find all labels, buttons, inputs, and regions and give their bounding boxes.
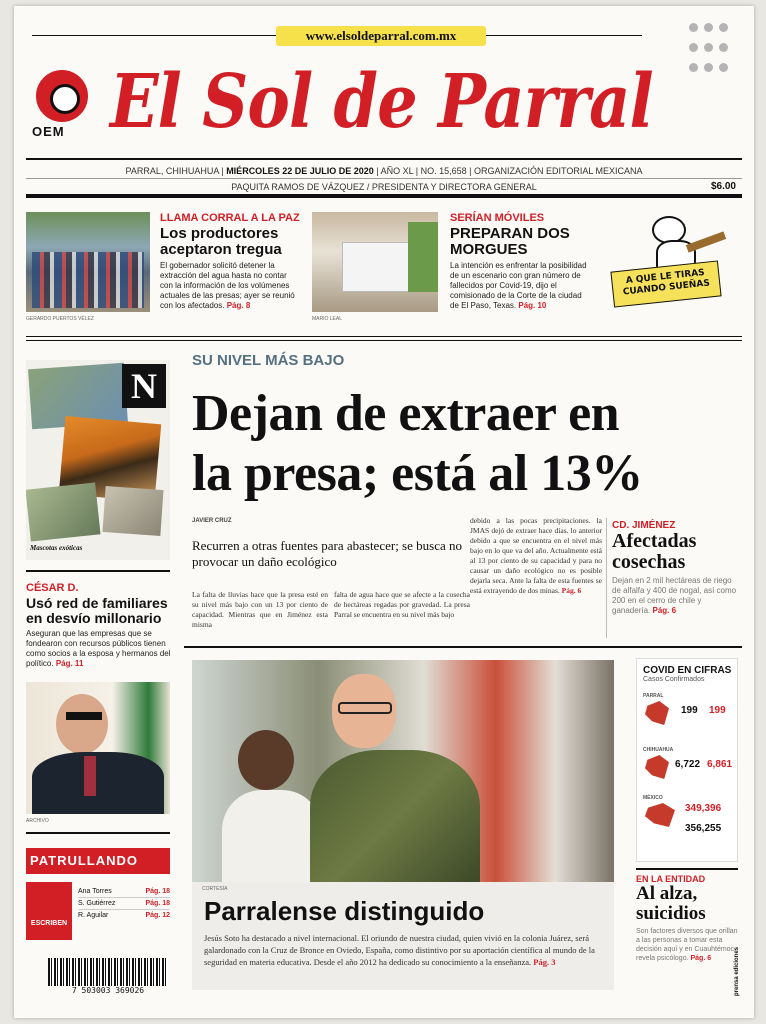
dateline-rule [26,178,742,179]
photo-credit-cesar: ARCHIVO [26,818,49,824]
entidad-kicker: EN LA ENTIDAD [636,874,706,884]
photo-story-caption-box[interactable] [192,882,614,990]
writer-row[interactable]: S. Gutiérrez Pág. 18 [78,898,170,910]
dateline-number: NO. 15,658 [420,166,467,176]
oem-logo-text: OEM [32,124,65,139]
barcode-number: 7 503003 369026 [71,986,145,995]
newspaper-page [14,6,754,1018]
jimenez-body: Dejan en 2 mil hectáreas de riego de alfalfa y 400 de nogal, así como 200 en el cerro de chile y ganadería. Pág. 6 [612,576,737,615]
jimenez-headline: Afectadas cosechas [612,530,697,573]
director-line: PAQUITA RAMOS DE VÁZQUEZ / PRESIDENTA Y DIRECTORA GENERAL [231,182,537,192]
morgue-truck-photo [312,212,438,312]
main-col-3-page: Pág. 6 [561,586,582,595]
top-story-2-headline: PREPARAN DOS MORGUES [450,225,570,258]
protest-photo [26,212,150,312]
masthead-title: El Sol de Parral [110,59,653,145]
entidad-rule [636,868,738,870]
cesar-page: Pág. 11 [55,659,84,668]
dateline: PARRAL, CHIHUAHUA | MIÉRCOLES 22 DE JULIO DE 2020 | AÑO XL | NO. 15,658 | ORGANIZACIÓN EDITORIAL MEXICANA [125,166,643,176]
covid-parral-a: 199 [681,705,698,716]
writer-row[interactable]: Ana Torres Pág. 18 [78,886,170,898]
covid-region-chihuahua: CHIHUAHUA [643,747,674,753]
covid-mexico-b: 356,255 [685,823,722,834]
main-headline-line-1: Dejan de extraer en [192,385,620,442]
entidad-headline: Al alza, suicidios [636,883,706,924]
politician-photo [26,682,170,814]
exotic-pets-collage[interactable] [26,360,170,560]
cesar-body: Aseguran que las empresas que se fondearon con recursos públicos tienen como socios a la esposa y hermanos del político. Pág. 11 [26,629,171,668]
parral-map-icon [645,701,669,725]
editorial-cartoon [604,210,738,330]
side-vertical-label: prensa ediciones [734,946,740,996]
covid-region-parral: PARRAL [643,693,664,699]
left-rule-2 [26,832,170,834]
masthead-rule [26,158,742,160]
escriben-label: ESCRIBEN [30,920,68,927]
main-col-1: La falta de lluvias hace que la presa esté en su nivel más bajo con un 13 por ciento de capacidad. Mientras que en Jiménez esta misma [192,590,328,629]
main-deck: Recurren a otras fuentes para abastecer; se busca no provocar un daño ecológico [192,538,462,569]
chihuahua-map-icon [645,755,669,779]
cesar-kicker: CÉSAR D. [26,582,79,594]
covid-region-mexico: MÉXICO [643,795,663,801]
jimenez-divider [606,518,607,638]
header-thick-rule [26,194,742,198]
main-bottom-rule [184,646,742,648]
dateline-org: ORGANIZACIÓN EDITORIAL MEXICANA [473,166,643,176]
covid-mexico-a: 349,396 [685,803,722,814]
covid-chihuahua-b: 6,861 [707,759,733,770]
top-story-1-body: El gobernador solicitó detener la extracción del agua hasta no contar con la información de los volúmenes actuales de las presas; ayer se reunió con los afectados. Pág. 8 [160,261,295,310]
top-rule-left [32,35,276,36]
photo-story-credit: CORTESÍA [202,886,228,892]
barcode [48,958,168,986]
top-rule-right [486,35,642,36]
price: $6.00 [710,181,736,192]
top-story-1[interactable] [160,212,300,311]
dateline-date: MIÉRCOLES 22 DE JULIO DE 2020 [226,166,374,176]
entidad-body: Son factores diversos que orillan a las personas a tomar esta decisión aquí y en Cuauhtémoc, revela psicólogo. Pág. 6 [636,928,738,962]
top-story-2-body: La intención es enfrentar la posibilidad de un escenario con gran número de fallecidos por Covid-19, dijo el comisionado de la Corte de la ciudad de El Paso, Texas. Pág. 10 [450,261,587,310]
writer-row[interactable]: R. Aguilar Pág. 12 [78,912,170,919]
covid-title: COVID EN CIFRAS [643,665,732,676]
entidad-story[interactable] [636,874,740,963]
cartoon-caption: A QUE LE TIRAS CUANDO SUEÑAS [610,260,721,307]
main-col-2: falta de agua hace que se afecte a la cosecha de hectáreas regadas por gravedad. La presa Parral se encuentra en su nivel más bajo [334,590,470,619]
top-story-1-kicker: LLAMA CORRAL A LA PAZ [160,212,300,224]
dateline-city: PARRAL, CHIHUAHUA [125,166,219,176]
jimenez-story[interactable] [612,520,738,616]
top-story-2-page: Pág. 10 [518,301,547,310]
photo-story-page: Pág. 3 [533,957,556,967]
jimenez-page: Pág. 6 [652,606,677,615]
website-url[interactable]: www.elsoldeparral.com.mx [276,26,486,46]
section-rule-1 [26,336,742,337]
covid-parral-b: 199 [709,705,726,716]
patrullando-banner[interactable]: PATRULLANDO [26,848,170,874]
covid-subtitle: Casos Confirmados [643,676,705,683]
main-headline-line-2: la presa; está al 13% [192,445,643,502]
menu-dots-icon [686,20,736,70]
section-rule-2 [26,340,742,341]
oem-sun-logo-icon [36,70,88,122]
mexico-map-icon [645,803,675,827]
covid-chihuahua-a: 6,722 [675,759,701,770]
top-story-1-page: Pág. 8 [226,301,251,310]
entidad-page: Pág. 6 [690,955,712,962]
dateline-year: AÑO XL [380,166,414,176]
parralense-photo [192,660,614,890]
photo-credit-1: GERARDO PUERTOS VÉLEZ [26,316,94,322]
photo-credit-2: MARIO LEAL [312,316,343,322]
main-byline: JAVIER CRUZ [192,518,232,524]
photo-story-headline: Parralense distinguido [204,896,485,926]
main-kicker: SU NIVEL MÁS BAJO [192,352,345,369]
cesar-story[interactable] [26,582,176,669]
photo-story-body: Jesús Soto ha destacado a nivel internacional. El oriundo de nuestra ciudad, quien vivió en la colonia Juárez, será galardonado con la Cruz de Bronce en Oviedo, España, como distintivo por su aportación científica al mundo de la seguridad en materia educativa. Desde el año 2012 ha dedicado su conocimiento a la enseñanza. Pág. 3 [204,933,595,967]
escriben-box [26,882,72,940]
jimenez-kicker: CD. JIMÉNEZ [612,520,676,531]
covid-panel[interactable] [636,658,738,862]
main-col-3: debido a las pocas precipitaciones. la JMAS dejó de extraer hace días. lo anterior debido a que se encuentra en el nivel más bajo en lo que va del año. Actualmente está al 13 por ciento de su capacidad y para no causar un daño ecológico no es posible dejarla seca. Ante la falta de esta fuentes se está extrayendo de dos minas. Pág. 6 [470,516,602,595]
writers-list [78,886,170,921]
top-story-2-kicker: SERÍAN MÓVILES [450,212,545,224]
top-story-2[interactable] [450,212,590,311]
censor-bar [66,712,102,720]
top-story-1-headline: Los productores aceptaron tregua [160,225,282,258]
n-section-logo: N [122,364,166,408]
main-headline[interactable] [192,384,752,504]
promo-caption: Mascotas exóticas [30,544,83,552]
left-rule-1 [26,570,170,572]
cesar-headline: Usó red de familiares en desvío millonario [26,595,168,626]
